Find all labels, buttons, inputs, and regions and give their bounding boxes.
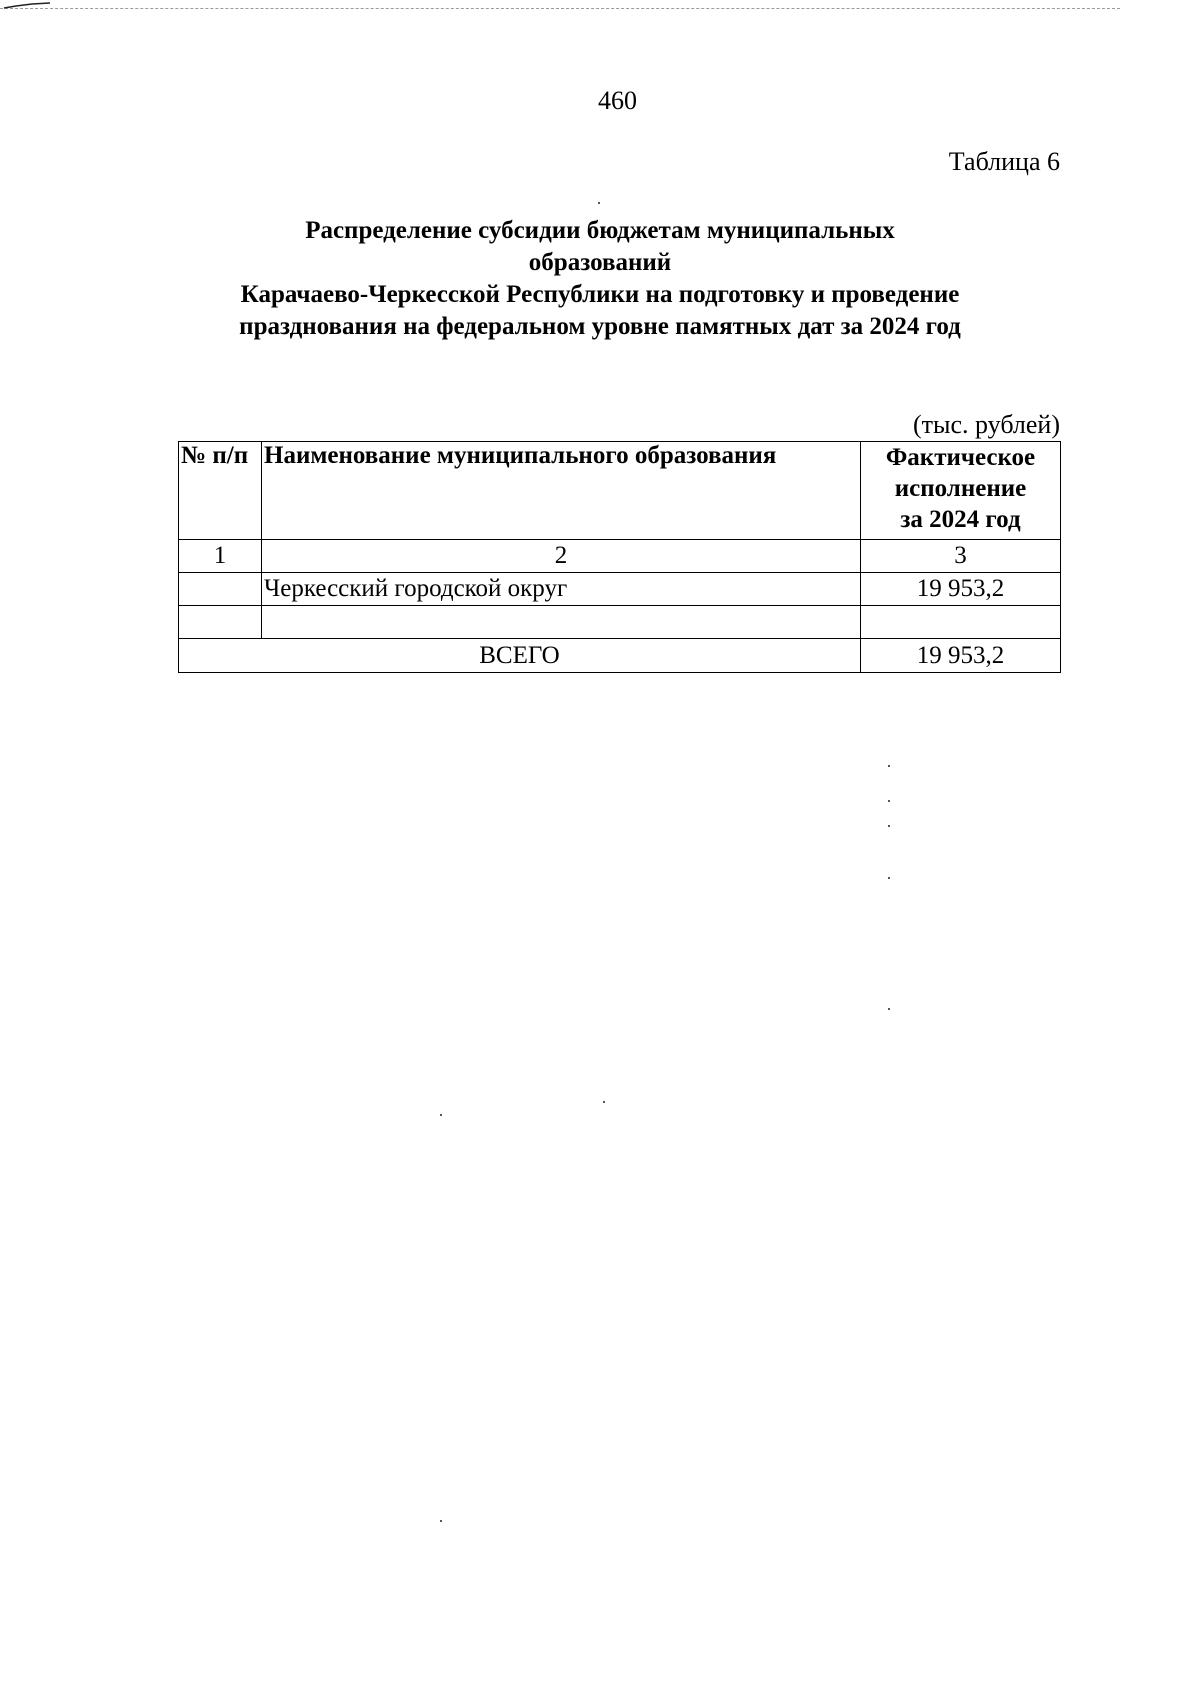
header-num: № п/п [179,442,262,540]
row-num-cell [179,606,262,639]
row-value-cell [861,606,1061,639]
scan-edge-line [0,8,1120,9]
table-label: Таблица 6 [948,147,1060,176]
scan-speck [888,765,890,767]
title-line: Карачаево-Черкесской Республики на подготовку и проведение [240,281,960,308]
document-title [180,215,1020,343]
scan-speck [440,1114,442,1116]
scan-artifact-mark [2,2,62,10]
row-num-cell [179,573,262,606]
total-row [179,639,1061,673]
total-value: 19 953,2 [861,639,1061,673]
header-value-line: Фактическое [885,444,1036,471]
table-header-row [179,442,1061,540]
header-name: Наименование муниципального образования [262,442,861,540]
header-value-line: исполнение [894,475,1027,502]
subsidy-table [178,441,1061,673]
scan-speck [440,1520,442,1522]
header-value-line: за 2024 год [900,506,1021,533]
scan-speck [888,877,890,879]
units-note: (тыс. рублей) [912,410,1060,439]
total-label: ВСЕГО [179,639,861,673]
row-name-cell: Черкесский городской округ [262,573,861,606]
page-number: 460 [598,86,637,115]
scan-speck [888,1008,890,1010]
column-number: 2 [262,540,861,573]
column-number: 3 [861,540,1061,573]
table-row [179,573,1061,606]
scan-speck [598,202,600,204]
title-line: Распределение субсидии бюджетам муниципальных [305,217,895,244]
header-value [861,442,1061,540]
row-name-cell [262,606,861,639]
title-line: празднования на федеральном уровне памятных дат за 2024 год [239,313,961,340]
scan-speck [888,800,890,802]
table-row [179,606,1061,639]
scan-speck [888,825,890,827]
column-number: 1 [179,540,262,573]
title-line: образований [528,249,672,276]
scan-speck [603,1101,605,1103]
column-number-row [179,540,1061,573]
row-value-cell: 19 953,2 [861,573,1061,606]
